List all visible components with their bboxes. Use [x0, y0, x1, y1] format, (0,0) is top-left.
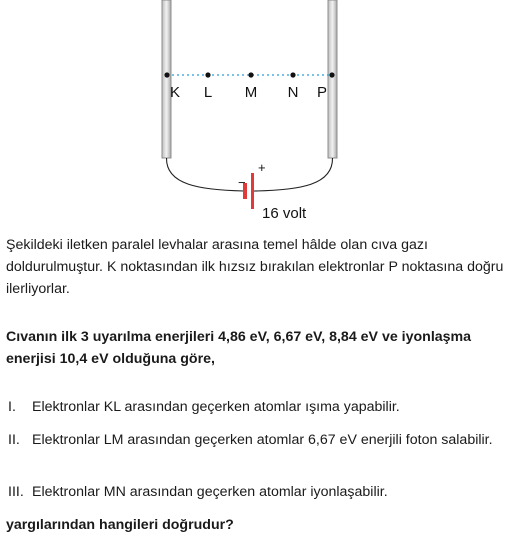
left-wire — [166, 158, 244, 191]
intro-paragraph: Şekildeki iletken paralel levhalar arasına temel hâlde olan cıva gazı doldurulmuştur. K noktasından ilk hızsız bırakılan elektronlar P noktasına doğru ilerliyorlar. — [6, 237, 504, 297]
statement-iii-text: Elektronlar MN arasından geçerken atomlar iyonlaşabilir. — [32, 484, 388, 500]
battery-positive-plate — [251, 173, 254, 209]
point-label-m: M — [244, 84, 258, 101]
point-label-k: K — [169, 84, 181, 101]
right-plate — [328, 0, 337, 158]
voltage-label: 16 volt — [262, 205, 307, 222]
statement-ii-text: Elektronlar LM arasından geçerken atomlar 6,67 eV enerjili foton salabilir. — [32, 432, 493, 448]
point-label-l: L — [203, 84, 213, 101]
statement-iii-numeral: III. — [8, 484, 24, 500]
point-m-dot — [248, 72, 253, 77]
statement-i-numeral: I. — [8, 399, 16, 415]
point-p-dot — [329, 72, 334, 77]
statement-ii-numeral: II. — [8, 432, 20, 448]
point-l-dot — [205, 72, 210, 77]
point-k-dot — [164, 72, 169, 77]
circuit-diagram — [0, 0, 512, 230]
right-wire — [256, 158, 333, 191]
point-label-n: N — [287, 84, 299, 101]
ask-paragraph: yargılarından hangileri doğrudur? — [6, 517, 234, 533]
statement-i-text: Elektronlar KL arasından geçerken atomlar ışıma yapabilir. — [32, 399, 400, 415]
point-label-p: P — [316, 84, 328, 101]
left-plate — [162, 0, 171, 158]
question-paragraph: Cıvanın ilk 3 uyarılma enerjileri 4,86 eV, 6,67 eV, 8,84 eV ve iyonlaşma enerjisi 10,4 eV olduğuna göre, — [6, 329, 472, 367]
battery-minus-sign: − — [238, 175, 246, 190]
point-n-dot — [290, 72, 295, 77]
battery-plus-sign: + — [258, 160, 266, 175]
